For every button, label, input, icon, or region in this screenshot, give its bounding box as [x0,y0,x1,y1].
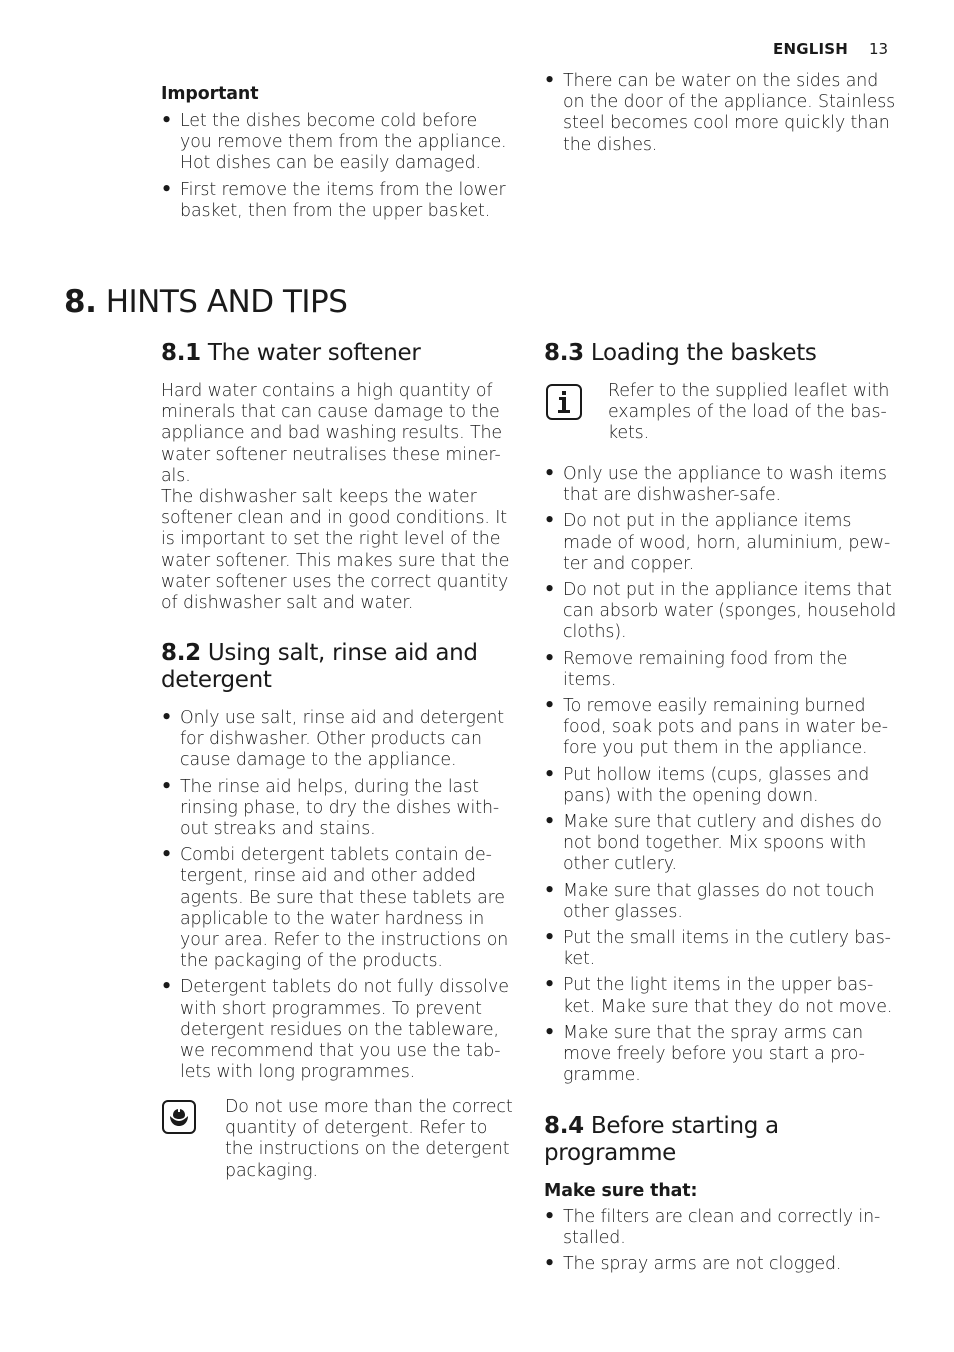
list-item: • Make sure that cutlery and dishes do not bond together. Mix spoons with other cutlery. [544,812,882,875]
chapter-title: HINTS AND TIPS [105,284,348,320]
bullet: • [161,977,173,998]
bullet: • [544,696,556,717]
bullet: • [544,928,556,949]
section-8-2-list [161,708,513,1088]
bullet: • [161,708,173,728]
section-heading-8-1: 8.1 The water softener [161,340,421,366]
important-list [161,111,511,227]
info-icon [546,384,582,420]
bullet: • [544,812,556,833]
bullet: • [544,71,556,91]
environment-note: Do not use more than the correct quantity of detergent. Refer to the instructions on the detergent packaging. [225,1097,513,1181]
info-note: Refer to the supplied leaflet with examples of the load of the bas-kets. [608,381,890,444]
list-item: • The filters are clean and correctly in-stalled. [544,1207,881,1249]
list-item: • Only use salt, rinse aid and detergent for dishwasher. Other products can cause damage to the appliance. [161,708,504,771]
section-heading-8-2: 8.2 Using salt, rinse aid and detergent [161,640,478,693]
section-8-1-body [161,381,513,614]
bullet: • [544,464,556,484]
bullet: • [544,1022,556,1043]
bullet: • [544,580,556,601]
list-item: • Combi detergent tablets contain de-tergent, rinse aid and other added agents. Be sure that these tablets are applicable to the water hardness in your area. Refer to the instructions on the packaging of the products. [161,845,509,972]
section-8-3-list [544,464,900,1091]
bullet: • [544,648,556,669]
bullet: • [161,845,173,866]
header-language: ENGLISH [773,40,849,58]
section-8-4-list [544,1207,900,1281]
bullet: • [161,179,173,200]
bullet: • [161,111,173,131]
chapter-number: 8. [64,284,97,320]
list-item: • Make sure that glasses do not touch other glasses. [544,880,875,922]
list-item: • Put the light items in the upper bas-ket. Make sure that they do not move. [544,975,893,1017]
bullet: • [544,1207,556,1227]
bullet: • [544,880,556,901]
list-item: • Put hollow items (cups, glasses and pans) with the opening down. [544,764,870,806]
chapter-heading [64,284,347,320]
environment-leaf-icon [162,1100,196,1134]
list-item: • Remove remaining food from the items. [544,648,848,690]
section-heading-8-4: 8.4 Before starting a programme [544,1113,779,1166]
list-item: • Put the small items in the cutlery bas-ket. [544,928,891,970]
list-item: • The rinse aid helps, during the last rinsing phase, to dry the dishes with-out streaks and stains. [161,776,500,840]
list-item: • The spray arms are not clogged. [544,1254,842,1275]
section-8-4-subheading: Make sure that: [544,1181,698,1201]
section-heading-8-3: 8.3 Loading the baskets [544,340,817,366]
top-right-list [544,71,896,161]
bullet: • [544,975,556,996]
list-item: • Only use the appliance to wash items that are dishwasher-safe. [544,464,887,506]
list-item: • There can be water on the sides and on the door of the appliance. Stainless steel becomes cool more quickly than the dishes. [544,71,896,155]
list-item: • Do not put in the appliance items that can absorb water (sponges, household cloths). [544,580,897,643]
list-item: • Let the dishes become cold before you remove them from the appliance. Hot dishes can be easily damaged. [161,111,507,174]
bullet: • [161,776,173,797]
list-item: • Detergent tablets do not fully dissolve with short programmes. To prevent detergent residues on the tableware, we recommend that you use the tab-lets with long programmes. [161,977,509,1083]
bullet: • [544,1254,556,1275]
important-heading: Important [161,84,259,104]
bullet: • [544,511,556,532]
list-item: • To remove easily remaining burned food, soak pots and pans in water be-fore you put them in the appliance. [544,696,888,759]
page-number: 13 [869,40,889,58]
list-item: • Do not put in the appliance items made of wood, horn, aluminium, pew-ter and copper. [544,511,891,574]
paragraph: Hard water contains a high quantity of minerals that can cause damage to the appliance and bad washing results. The water softener neutralises these miner-als. [161,381,503,486]
list-item: • Make sure that the spray arms can move freely before you start a pro-gramme. [544,1022,865,1086]
bullet: • [544,764,556,785]
paragraph: The dishwasher salt keeps the water softener clean and in good conditions. It is important to set the right level of the water softener. This makes sure that the water softener uses the correct quantity of dishwasher salt and water. [161,487,510,614]
list-item: • First remove the items from the lower basket, then from the upper basket. [161,179,506,221]
